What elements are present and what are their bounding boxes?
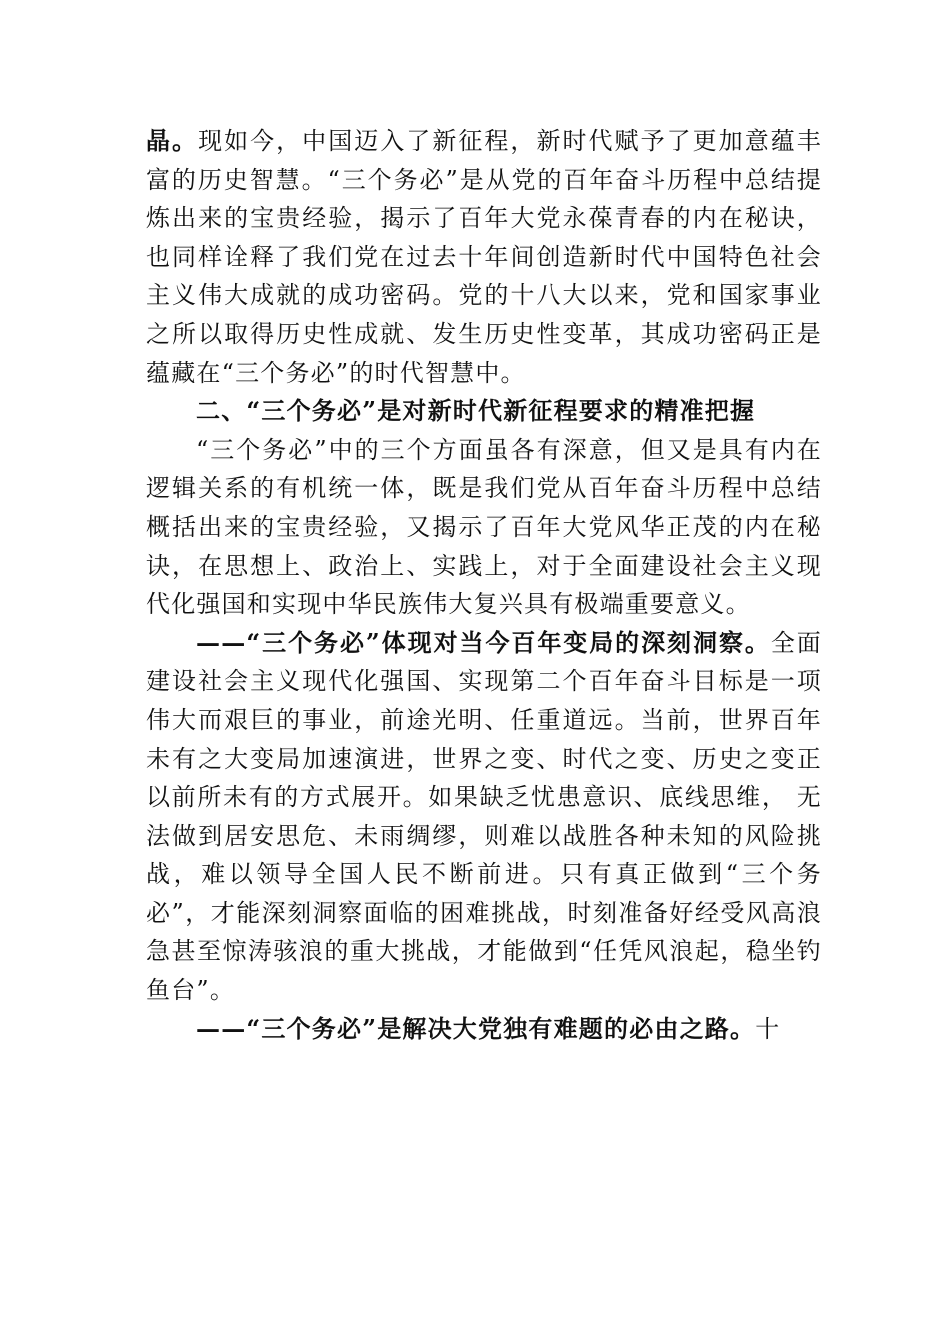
paragraph-body: 现如今，中国迈入了新征程，新时代赋予了更加意蕴丰富的历史智慧。“三个务必”是从党的百年奋斗历程中总结提炼出来的宝贵经验，揭示了百年大党永葆青春的内在秘诀， 也同样诠释了我们党在过去十年间创造新时代中国特色社会主义伟大成就的成功密码。党的十八大以来，党和国家事业之所以取得历史性成就、发生历史性变革，其成功密码正是蕴藏在“三个务必”的时代智慧中。 [146, 127, 822, 387]
paragraph-intro: “三个务必”中的三个方面虽各有深意，但又是具有内在逻辑关系的有机统一体，既是我们党从百年奋斗历程中总结概括出来的宝贵经验，又揭示了百年大党风华正茂的内在秘诀，在思想上、政治上、实践上，对于全面建设社会主义现代化强国和实现中华民族伟大复兴具有极端重要意义。 [146, 435, 822, 619]
paragraph-point-2 [146, 1010, 822, 1049]
document-page [146, 122, 822, 1048]
point-2-body: 十 [755, 1014, 781, 1043]
point-2-title: ——“三个务必”是解决大党独有难题的必由之路。 [196, 1013, 756, 1043]
paragraph-continuation [146, 122, 822, 392]
paragraph-point-1 [146, 624, 822, 1010]
point-1-title: ——“三个务必”体现对当今百年变局的深刻洞察。 [196, 627, 771, 657]
point-1-body: 全面建设社会主义现代化强国、实现第二个百年奋斗目标是一项伟大而艰巨的事业，前途光明、任重道远。当前，世界百年未有之大变局加速演进，世界之变、时代之变、历史之变正以前所未有的方式展开。如果缺乏忧患意识、底线思维， 无法做到居安思危、未雨绸缪，则难以战胜各种未知的风险挑战，难以领导全国人民不断前进。只有真正做到“三个务必”，才能深刻洞察面临的困难挑战，时刻准备好经受风高浪急甚至惊涛骇浪的重大挑战，才能做到“任凭风浪起，稳坐钓鱼台”。 [146, 628, 822, 1005]
section-heading: 二、“三个务必”是对新时代新征程要求的精准把握 [196, 396, 756, 426]
paragraph-lead-bold: 晶。 [146, 126, 199, 155]
